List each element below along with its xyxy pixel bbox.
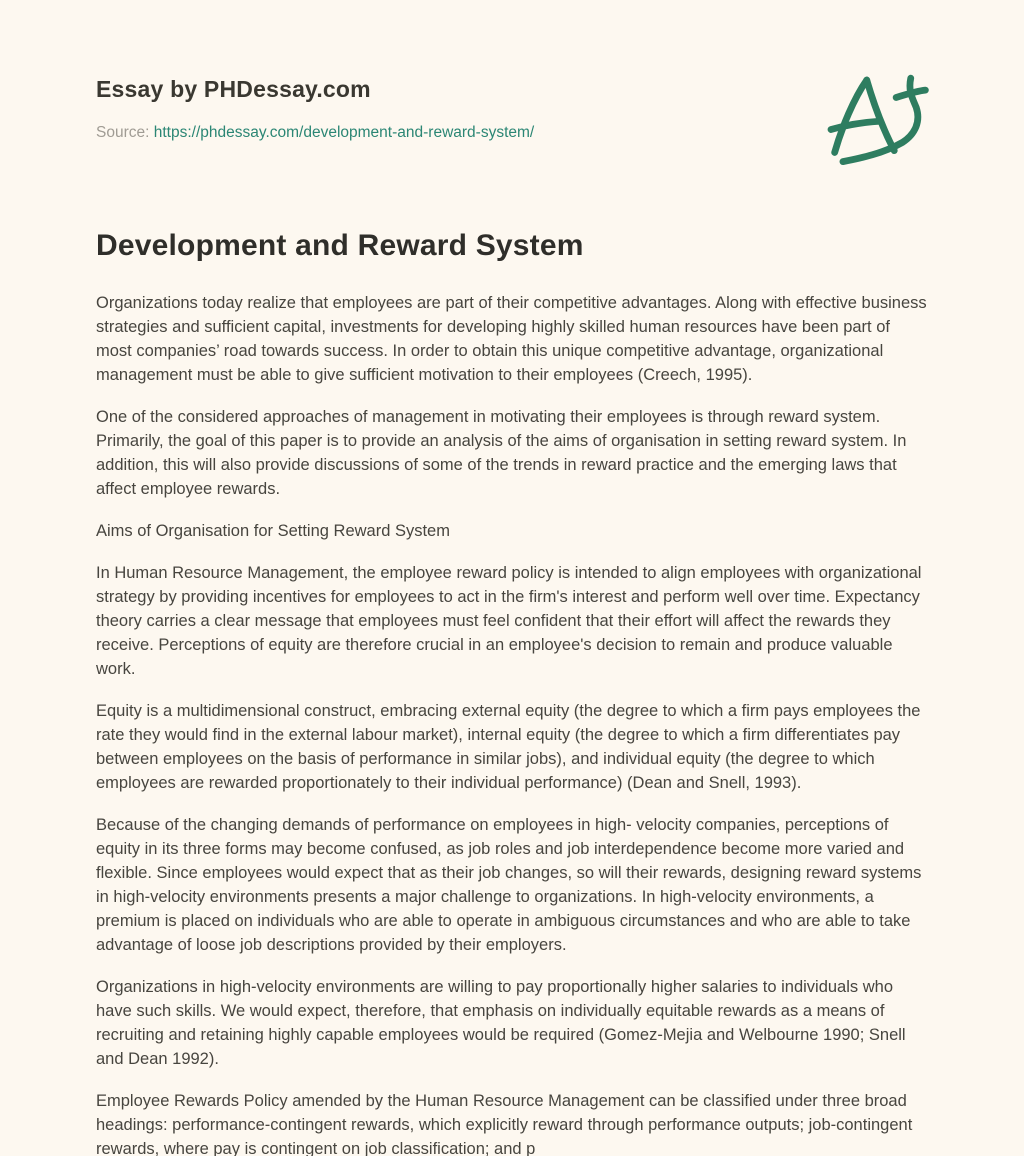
essay-title: Development and Reward System xyxy=(96,229,584,262)
phdessay-a-plus-logo-icon xyxy=(820,70,930,168)
essay-content xyxy=(96,228,930,1156)
essay-paragraph: Equity is a multidimensional construct, embracing external equity (the degree to which a firm pays employees the rate they would find in the external labour market), internal equity (the degree to which a firm differentiates pay between employees on the basis of performance in similar jobs), and individual equity (the degree to which employees are rewarded proportionately to their individual performance) (Dean and Snell, 1993). xyxy=(96,702,921,792)
essay-paragraph: Employee Rewards Policy amended by the Human Resource Management can be classified under three broad headings: performance-contingent rewards, which explicitly reward through performance outputs; job-contingent rewards, where pay is contingent on job classification; and p xyxy=(96,1092,913,1156)
site-title: Essay by PHDessay.com xyxy=(96,76,371,102)
essay-paragraph: Organizations in high-velocity environments are willing to pay proportionally higher salaries to individuals who have such skills. We would expect, therefore, that emphasis on individually equitable rewards as a means of recruiting and retaining highly capable employees would be required (Gomez-Mejia and Welbourne 1990; Snell and Dean 1992). xyxy=(96,978,906,1068)
source-link[interactable]: https://phdessay.com/development-and-reward-system/ xyxy=(153,124,535,141)
essay-paragraph: One of the considered approaches of management in motivating their employees is through reward system. Primarily, the goal of this paper is to provide an analysis of the aims of organisation in setting reward system. In addition, this will also provide discussions of some of the trends in reward practice and the emerging laws that affect employee rewards. xyxy=(96,408,907,498)
source-line xyxy=(96,124,534,142)
header-text-block xyxy=(96,76,534,142)
source-label: Source: xyxy=(96,124,150,141)
essay-body xyxy=(96,291,930,1156)
essay-paragraph: Organizations today realize that employees are part of their competitive advantages. Along with effective business strategies and sufficient capital, investments for developing highly skilled human resources have been part of most companies’ road towards success. In order to obtain this unique competitive advantage, organizational management must be able to give sufficient motivation to their employees (Creech, 1995). xyxy=(96,294,927,384)
essay-paragraph: In Human Resource Management, the employee reward policy is intended to align employees with organizational strategy by providing incentives for employees to act in the firm's interest and perform well over time. Expectancy theory carries a clear message that employees must feel confident that their effort will affect the rewards they receive. Perceptions of equity are therefore crucial in an employee's decision to remain and produce valuable work. xyxy=(96,564,922,678)
page-header xyxy=(96,76,930,168)
essay-paragraph: Aims of Organisation for Setting Reward System xyxy=(96,522,450,540)
essay-paragraph: Because of the changing demands of performance on employees in high- velocity companies, perceptions of equity in its three forms may become confused, as job roles and job interdependence become more varied and flexible. Since employees would expect that as their job changes, so will their rewards, designing reward systems in high-velocity environments presents a major challenge to organizations. In high-velocity environments, a premium is placed on individuals who are able to operate in ambiguous circumstances and who are able to take advantage of loose job descriptions provided by their employers. xyxy=(96,816,922,954)
